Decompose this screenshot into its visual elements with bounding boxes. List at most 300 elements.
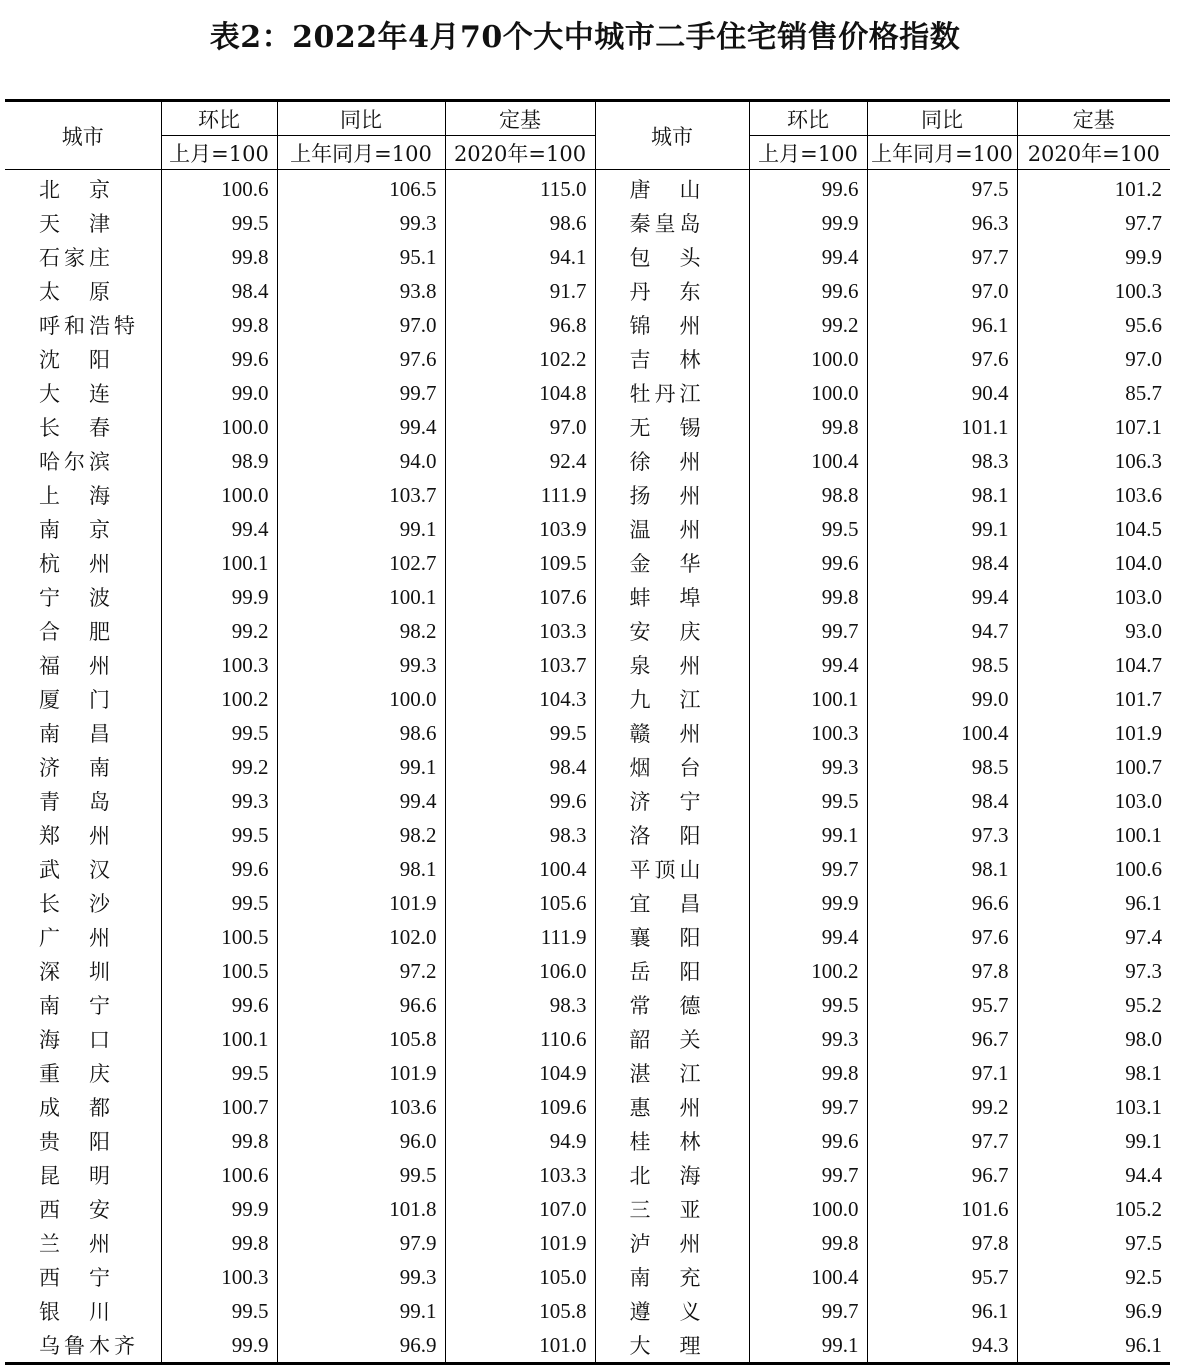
table-row [5,920,1170,954]
cell-yoy-right: 98.4 [867,546,1017,580]
cell-city-left: 天 津 [39,212,114,236]
table-row [5,410,1170,444]
cell-yoy-right: 96.6 [867,886,1017,920]
cell-yoy-left: 98.2 [277,818,445,852]
cell-yoy-right: 99.2 [867,1090,1017,1124]
table-row [5,342,1170,376]
cell-mom-right: 98.8 [749,478,867,512]
cell-base-right: 101.2 [1017,170,1170,207]
cell-base-left: 104.9 [445,1056,595,1090]
cell-mom-left: 99.9 [161,1328,277,1364]
table-row [5,716,1170,750]
cell-base-left: 99.6 [445,784,595,818]
cell-city-left: 北 京 [39,178,114,202]
cell-city-right: 金 华 [595,546,749,580]
cell-mom-right: 99.7 [749,852,867,886]
cell-mom-right: 100.0 [749,1192,867,1226]
cell-mom-right: 100.4 [749,444,867,478]
cell-city-right: 烟 台 [595,750,749,784]
table-row [5,988,1170,1022]
cell-base-left: 100.4 [445,852,595,886]
cell-mom-left: 99.2 [161,750,277,784]
table-row [5,1294,1170,1328]
cell-yoy-right: 99.0 [867,682,1017,716]
cell-mom-right: 99.8 [749,580,867,614]
cell-base-left: 98.6 [445,206,595,240]
cell-mom-right: 99.8 [749,1056,867,1090]
header-base-right: 定基 [1017,101,1170,136]
cell-mom-left: 100.6 [161,1158,277,1192]
cell-city-left: 长 春 [39,416,114,440]
table-row [5,852,1170,886]
cell-city-left: 大 连 [39,382,114,406]
cell-yoy-right: 97.1 [867,1056,1017,1090]
header-base-left: 定基 [445,101,595,136]
cell-base-left: 98.3 [445,988,595,1022]
cell-mom-right: 99.4 [749,240,867,274]
cell-city-left: 银 川 [39,1300,114,1324]
cell-base-left: 109.5 [445,546,595,580]
cell-mom-right: 100.0 [749,342,867,376]
cell-base-right: 96.9 [1017,1294,1170,1328]
cell-yoy-left: 99.1 [277,750,445,784]
cell-city-left: 石家庄 [39,246,114,270]
cell-mom-right: 99.6 [749,546,867,580]
cell-base-right: 97.5 [1017,1226,1170,1260]
cell-base-left: 96.8 [445,308,595,342]
cell-yoy-right: 97.6 [867,342,1017,376]
cell-base-right: 100.3 [1017,274,1170,308]
cell-base-left: 110.6 [445,1022,595,1056]
table-row [5,1124,1170,1158]
cell-city-right: 桂 林 [595,1124,749,1158]
cell-city-right: 包 头 [595,240,749,274]
cell-base-left: 98.4 [445,750,595,784]
cell-city-left: 厦 门 [39,688,114,712]
cell-yoy-left: 98.1 [277,852,445,886]
cell-yoy-right: 99.1 [867,512,1017,546]
cell-yoy-left: 100.0 [277,682,445,716]
cell-city-right: 吉 林 [595,342,749,376]
cell-mom-left: 99.6 [161,852,277,886]
cell-mom-left: 100.1 [161,546,277,580]
cell-yoy-right: 90.4 [867,376,1017,410]
cell-city-left: 太 原 [39,280,114,304]
cell-mom-left: 100.2 [161,682,277,716]
cell-base-left: 92.4 [445,444,595,478]
cell-mom-left: 99.8 [161,1226,277,1260]
cell-yoy-right: 96.1 [867,1294,1017,1328]
cell-yoy-left: 97.0 [277,308,445,342]
cell-yoy-left: 99.3 [277,1260,445,1294]
cell-mom-left: 100.3 [161,648,277,682]
cell-base-left: 109.6 [445,1090,595,1124]
cell-mom-right: 100.3 [749,716,867,750]
cell-base-right: 97.3 [1017,954,1170,988]
cell-yoy-left: 105.8 [277,1022,445,1056]
cell-city-right: 牡丹江 [595,376,749,410]
cell-city-right: 三 亚 [595,1192,749,1226]
cell-city-left: 广 州 [39,926,114,950]
cell-base-right: 97.0 [1017,342,1170,376]
cell-city-left: 福 州 [39,654,114,678]
cell-base-left: 107.6 [445,580,595,614]
cell-city-right: 常 德 [595,988,749,1022]
cell-mom-right: 99.1 [749,1328,867,1364]
cell-yoy-left: 106.5 [277,170,445,207]
cell-base-right: 94.4 [1017,1158,1170,1192]
cell-base-left: 102.2 [445,342,595,376]
cell-city-left: 西 安 [39,1198,114,1222]
cell-city-left: 海 口 [39,1028,114,1052]
cell-base-right: 96.1 [1017,886,1170,920]
cell-yoy-right: 98.5 [867,648,1017,682]
cell-mom-right: 99.6 [749,170,867,207]
table-row [5,1260,1170,1294]
cell-base-left: 103.7 [445,648,595,682]
cell-yoy-left: 97.9 [277,1226,445,1260]
cell-city-right: 北 海 [595,1158,749,1192]
cell-base-left: 115.0 [445,170,595,207]
table-row [5,308,1170,342]
cell-mom-left: 100.1 [161,1022,277,1056]
cell-city-left: 南 宁 [39,994,114,1018]
cell-base-left: 105.6 [445,886,595,920]
cell-mom-right: 100.1 [749,682,867,716]
cell-base-right: 93.0 [1017,614,1170,648]
cell-base-right: 99.9 [1017,240,1170,274]
table-row [5,682,1170,716]
table-row [5,1022,1170,1056]
cell-yoy-left: 101.8 [277,1192,445,1226]
cell-mom-right: 99.8 [749,1226,867,1260]
cell-yoy-right: 97.6 [867,920,1017,954]
cell-mom-left: 99.8 [161,308,277,342]
cell-city-right: 济 宁 [595,784,749,818]
cell-city-right: 宜 昌 [595,886,749,920]
cell-city-left: 深 圳 [39,960,114,984]
table-row [5,1090,1170,1124]
cell-yoy-right: 101.1 [867,410,1017,444]
cell-yoy-left: 103.6 [277,1090,445,1124]
cell-yoy-right: 97.8 [867,954,1017,988]
cell-base-left: 104.3 [445,682,595,716]
header-yoy-left: 同比 [277,101,445,136]
cell-base-right: 95.2 [1017,988,1170,1022]
cell-mom-left: 100.0 [161,410,277,444]
table-row [5,1158,1170,1192]
cell-yoy-left: 98.2 [277,614,445,648]
cell-city-left: 西 宁 [39,1266,114,1290]
cell-city-right: 南 充 [595,1260,749,1294]
table-row [5,614,1170,648]
cell-city-right: 韶 关 [595,1022,749,1056]
table-row [5,240,1170,274]
cell-city-left: 杭 州 [39,552,114,576]
cell-mom-right: 99.2 [749,308,867,342]
cell-yoy-left: 102.7 [277,546,445,580]
cell-base-left: 98.3 [445,818,595,852]
page-title: 表2：2022年4月70个大中城市二手住宅销售价格指数 [209,20,961,55]
cell-yoy-right: 97.8 [867,1226,1017,1260]
cell-base-left: 99.5 [445,716,595,750]
table-row [5,274,1170,308]
table-row [5,954,1170,988]
cell-mom-left: 100.3 [161,1260,277,1294]
cell-mom-left: 99.4 [161,512,277,546]
cell-base-right: 101.7 [1017,682,1170,716]
cell-city-left: 济 南 [39,756,114,780]
cell-base-right: 92.5 [1017,1260,1170,1294]
cell-city-right: 锦 州 [595,308,749,342]
cell-base-left: 105.8 [445,1294,595,1328]
cell-base-right: 98.1 [1017,1056,1170,1090]
cell-mom-left: 98.4 [161,274,277,308]
cell-city-left: 沈 阳 [39,348,114,372]
cell-mom-left: 99.9 [161,580,277,614]
cell-city-right: 大 理 [595,1328,749,1364]
cell-city-left: 哈尔滨 [39,450,114,474]
cell-mom-left: 100.7 [161,1090,277,1124]
cell-base-right: 103.0 [1017,784,1170,818]
cell-city-right: 湛 江 [595,1056,749,1090]
cell-base-right: 96.1 [1017,1328,1170,1364]
cell-city-left: 重 庆 [39,1062,114,1086]
cell-base-right: 103.0 [1017,580,1170,614]
cell-city-left: 宁 波 [39,586,114,610]
cell-base-left: 103.3 [445,1158,595,1192]
cell-city-right: 赣 州 [595,716,749,750]
cell-city-left: 乌鲁木齐 [39,1334,139,1358]
table-row [5,784,1170,818]
cell-city-right: 蚌 埠 [595,580,749,614]
cell-city-right: 秦皇岛 [595,206,749,240]
cell-yoy-right: 96.3 [867,206,1017,240]
cell-mom-right: 99.5 [749,512,867,546]
cell-yoy-left: 99.5 [277,1158,445,1192]
cell-yoy-left: 96.0 [277,1124,445,1158]
cell-city-left: 长 沙 [39,892,114,916]
cell-base-right: 101.9 [1017,716,1170,750]
cell-mom-right: 99.7 [749,1158,867,1192]
cell-city-left: 呼和浩特 [39,314,139,338]
cell-city-left: 成 都 [39,1096,114,1120]
table-row [5,1226,1170,1260]
cell-yoy-left: 99.3 [277,648,445,682]
cell-yoy-right: 97.0 [867,274,1017,308]
cell-yoy-right: 97.7 [867,240,1017,274]
cell-mom-left: 99.0 [161,376,277,410]
cell-yoy-left: 99.1 [277,512,445,546]
table-row [5,580,1170,614]
cell-yoy-right: 98.3 [867,444,1017,478]
table-row [5,1056,1170,1090]
table-row [5,1192,1170,1226]
cell-yoy-left: 99.1 [277,1294,445,1328]
cell-yoy-right: 96.7 [867,1022,1017,1056]
cell-mom-right: 99.5 [749,784,867,818]
cell-city-right: 平顶山 [595,852,749,886]
cell-yoy-left: 96.6 [277,988,445,1022]
cell-city-left: 青 岛 [39,790,114,814]
cell-mom-left: 100.6 [161,170,277,207]
cell-base-right: 99.1 [1017,1124,1170,1158]
cell-base-left: 103.3 [445,614,595,648]
header-yoy-right: 同比 [867,101,1017,136]
cell-yoy-left: 99.7 [277,376,445,410]
table-row [5,478,1170,512]
cell-mom-left: 99.8 [161,240,277,274]
cell-city-right: 泸 州 [595,1226,749,1260]
cell-yoy-right: 98.1 [867,478,1017,512]
cell-city-left: 合 肥 [39,620,114,644]
cell-yoy-right: 98.5 [867,750,1017,784]
cell-yoy-right: 101.6 [867,1192,1017,1226]
cell-mom-left: 100.5 [161,954,277,988]
table-row [5,546,1170,580]
cell-mom-left: 99.5 [161,206,277,240]
header-city-right: 城市 [595,101,749,170]
table-row [5,206,1170,240]
cell-yoy-left: 103.7 [277,478,445,512]
cell-city-left: 兰 州 [39,1232,114,1256]
cell-base-right: 100.7 [1017,750,1170,784]
table-row [5,170,1170,207]
cell-base-left: 101.9 [445,1226,595,1260]
cell-city-left: 南 京 [39,518,114,542]
price-index-table [5,99,1170,1365]
cell-yoy-left: 96.9 [277,1328,445,1364]
cell-yoy-right: 97.3 [867,818,1017,852]
cell-base-left: 101.0 [445,1328,595,1364]
cell-base-right: 85.7 [1017,376,1170,410]
cell-yoy-left: 101.9 [277,886,445,920]
cell-yoy-right: 99.4 [867,580,1017,614]
table-row [5,886,1170,920]
cell-base-right: 100.1 [1017,818,1170,852]
cell-mom-left: 99.5 [161,818,277,852]
cell-city-right: 洛 阳 [595,818,749,852]
cell-mom-left: 99.5 [161,1294,277,1328]
cell-city-right: 温 州 [595,512,749,546]
cell-city-right: 扬 州 [595,478,749,512]
cell-yoy-left: 101.9 [277,1056,445,1090]
cell-base-right: 97.4 [1017,920,1170,954]
cell-mom-right: 99.6 [749,274,867,308]
cell-city-left: 上 海 [39,484,114,508]
table-row [5,512,1170,546]
cell-base-right: 107.1 [1017,410,1170,444]
cell-mom-right: 99.4 [749,920,867,954]
cell-yoy-left: 97.6 [277,342,445,376]
cell-yoy-right: 100.4 [867,716,1017,750]
cell-mom-left: 98.9 [161,444,277,478]
cell-yoy-left: 98.6 [277,716,445,750]
cell-mom-left: 99.2 [161,614,277,648]
cell-city-right: 惠 州 [595,1090,749,1124]
cell-city-left: 贵 阳 [39,1130,114,1154]
cell-base-left: 107.0 [445,1192,595,1226]
cell-yoy-left: 94.0 [277,444,445,478]
cell-mom-left: 99.3 [161,784,277,818]
header-yoy-sub-left: 上年同月=100 [277,136,445,170]
cell-base-right: 100.6 [1017,852,1170,886]
table-row [5,648,1170,682]
cell-base-right: 97.7 [1017,206,1170,240]
cell-mom-left: 100.0 [161,478,277,512]
cell-mom-right: 99.9 [749,886,867,920]
cell-city-right: 岳 阳 [595,954,749,988]
table-row [5,750,1170,784]
cell-mom-right: 99.8 [749,410,867,444]
cell-yoy-right: 94.7 [867,614,1017,648]
cell-city-right: 九 江 [595,682,749,716]
cell-mom-right: 99.3 [749,750,867,784]
cell-yoy-left: 99.4 [277,784,445,818]
cell-base-left: 104.8 [445,376,595,410]
cell-mom-right: 99.1 [749,818,867,852]
cell-mom-left: 99.5 [161,886,277,920]
cell-yoy-left: 95.1 [277,240,445,274]
cell-mom-right: 100.2 [749,954,867,988]
cell-city-right: 徐 州 [595,444,749,478]
cell-mom-left: 100.5 [161,920,277,954]
header-mom-right: 环比 [749,101,867,136]
cell-city-right: 丹 东 [595,274,749,308]
cell-yoy-left: 97.2 [277,954,445,988]
cell-yoy-right: 94.3 [867,1328,1017,1364]
cell-base-right: 98.0 [1017,1022,1170,1056]
cell-city-left: 武 汉 [39,858,114,882]
cell-base-right: 103.6 [1017,478,1170,512]
cell-base-right: 104.7 [1017,648,1170,682]
header-mom-left: 环比 [161,101,277,136]
cell-mom-right: 100.4 [749,1260,867,1294]
cell-mom-right: 99.6 [749,1124,867,1158]
table-row [5,818,1170,852]
cell-mom-left: 99.5 [161,1056,277,1090]
cell-mom-right: 99.4 [749,648,867,682]
cell-mom-right: 99.7 [749,1294,867,1328]
cell-base-left: 94.9 [445,1124,595,1158]
cell-yoy-left: 100.1 [277,580,445,614]
cell-city-right: 安 庆 [595,614,749,648]
cell-mom-left: 99.6 [161,342,277,376]
cell-base-left: 105.0 [445,1260,595,1294]
cell-base-left: 91.7 [445,274,595,308]
cell-yoy-left: 102.0 [277,920,445,954]
cell-city-right: 襄 阳 [595,920,749,954]
cell-city-left: 昆 明 [39,1164,114,1188]
header-base-sub-left: 2020年=100 [445,136,595,170]
cell-yoy-right: 95.7 [867,1260,1017,1294]
cell-mom-right: 100.0 [749,376,867,410]
cell-mom-left: 99.8 [161,1124,277,1158]
cell-city-right: 泉 州 [595,648,749,682]
table-row [5,1328,1170,1364]
cell-mom-left: 99.9 [161,1192,277,1226]
cell-yoy-left: 99.4 [277,410,445,444]
cell-base-right: 104.0 [1017,546,1170,580]
cell-yoy-right: 97.7 [867,1124,1017,1158]
cell-yoy-right: 98.4 [867,784,1017,818]
table-row [5,376,1170,410]
cell-city-right: 无 锡 [595,410,749,444]
table-row [5,444,1170,478]
cell-yoy-right: 95.7 [867,988,1017,1022]
cell-yoy-right: 98.1 [867,852,1017,886]
header-yoy-sub-right: 上年同月=100 [867,136,1017,170]
